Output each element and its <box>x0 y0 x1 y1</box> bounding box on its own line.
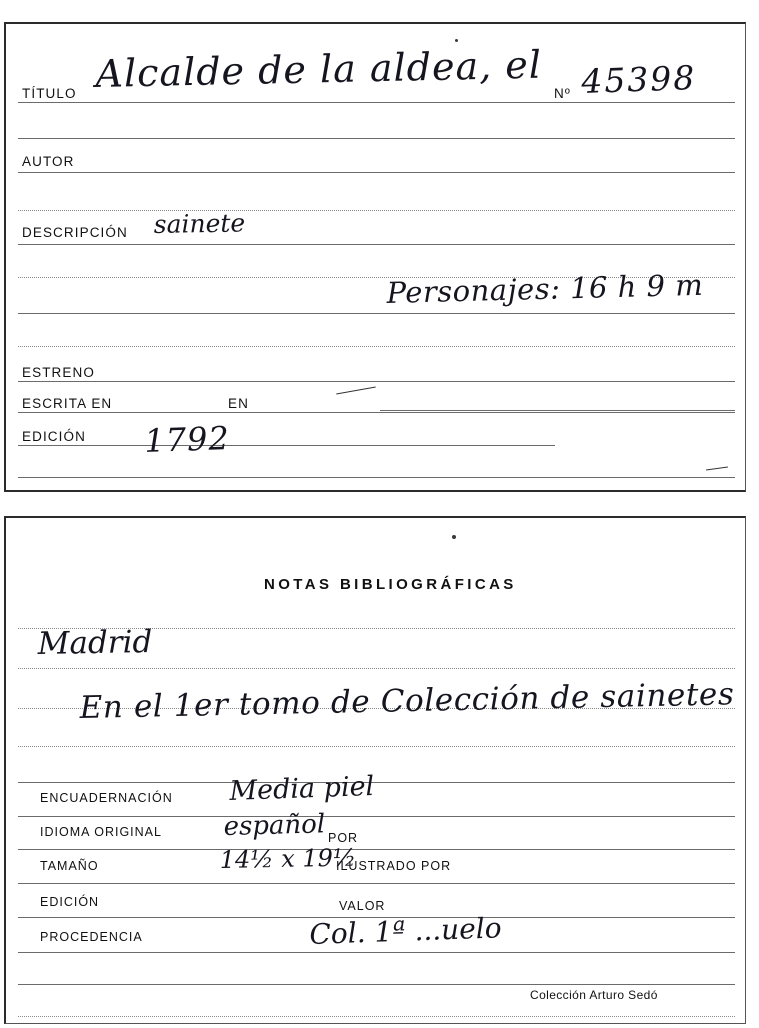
rule-line <box>18 816 735 817</box>
scan-speck <box>452 535 456 539</box>
handwriting-note-tomo: En el 1er tomo de Colección de sainetes <box>79 676 735 726</box>
label-edicion: EDICIÓN <box>40 895 100 909</box>
section-heading-notas: NOTAS BIBLIOGRÁFICAS <box>264 576 517 593</box>
handwriting-idioma: español <box>223 809 326 842</box>
label-en: EN <box>228 396 249 411</box>
handwriting-titulo: Alcalde de la aldea, el <box>95 42 543 96</box>
rule-line <box>18 210 735 211</box>
scan-speck <box>455 39 458 42</box>
catalog-card-top <box>4 22 746 492</box>
rule-line <box>18 668 735 669</box>
handwriting-encuadernacion: Media piel <box>228 770 375 807</box>
label-por: POR <box>328 831 359 845</box>
rule-line <box>18 746 735 747</box>
rule-line <box>18 849 735 850</box>
rule-line <box>18 313 735 314</box>
label-valor: VALOR <box>339 899 386 913</box>
catalog-card-bottom <box>4 516 746 1024</box>
rule-line <box>18 1016 735 1017</box>
label-ilustrado-por: ILUSTRADO POR <box>336 859 452 873</box>
scan-mark <box>336 387 376 395</box>
rule-line <box>18 782 735 783</box>
rule-line <box>18 381 735 382</box>
label-estreno: ESTRENO <box>22 365 95 380</box>
rule-line <box>18 883 735 884</box>
scan-mark <box>706 466 728 470</box>
rule-line <box>18 412 735 413</box>
label-escrita-en: ESCRITA EN <box>22 396 113 411</box>
label-encuadernacion: ENCUADERNACIÓN <box>40 791 173 805</box>
collection-credit: Colección Arturo Sedó <box>530 988 658 1002</box>
handwriting-note-city: Madrid <box>37 624 153 662</box>
label-procedencia: PROCEDENCIA <box>40 930 143 944</box>
rule-line <box>18 477 735 478</box>
label-autor: AUTOR <box>22 154 75 169</box>
rule-line <box>18 445 555 446</box>
rule-line <box>18 138 735 139</box>
label-descripcion: DESCRIPCIÓN <box>22 225 128 240</box>
rule-line <box>18 952 735 953</box>
label-tamano: TAMAÑO <box>40 859 99 873</box>
handwriting-edicion: 1792 <box>143 419 231 460</box>
rule-line <box>18 102 735 103</box>
handwriting-tamano: 14½ x 19½ <box>219 843 357 874</box>
rule-line <box>380 410 735 411</box>
rule-line <box>18 172 735 173</box>
handwriting-personajes: Personajes: 16 h 9 m <box>386 267 704 310</box>
label-idioma-original: IDIOMA ORIGINAL <box>40 825 162 839</box>
rule-line <box>18 984 735 985</box>
handwriting-procedencia: Col. 1ª ...uelo <box>308 911 503 951</box>
label-numero: Nº <box>554 86 571 101</box>
handwriting-descripcion: sainete <box>153 208 246 239</box>
label-titulo: TÍTULO <box>22 86 77 101</box>
rule-line <box>18 244 735 245</box>
handwriting-numero: 45398 <box>580 58 697 101</box>
label-edicion: EDICIÓN <box>22 429 86 444</box>
rule-line <box>18 346 735 347</box>
